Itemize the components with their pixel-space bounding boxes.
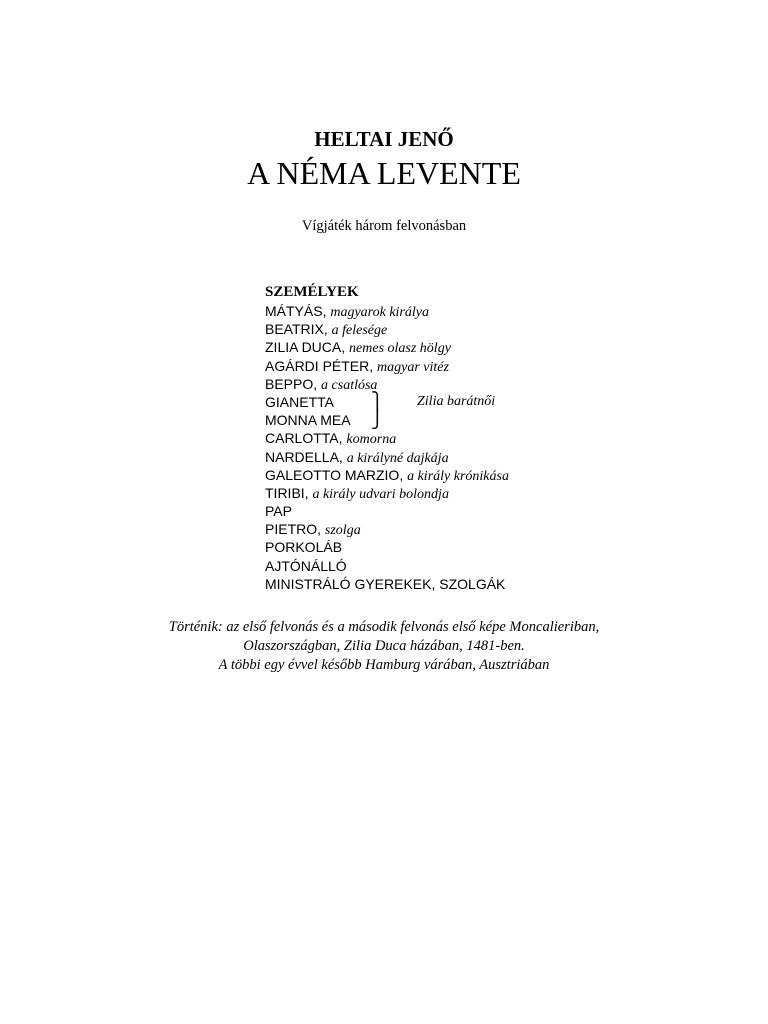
cast-row xyxy=(265,484,685,502)
character-name: AGÁRDI PÉTER, xyxy=(265,357,378,374)
character-role: a király krónikása xyxy=(407,468,509,484)
play-subtitle: Vígjáték három felvonásban xyxy=(301,218,467,234)
character-role: magyarok királya xyxy=(330,305,429,320)
cast-row xyxy=(265,520,685,538)
character-role: magyar vitéz xyxy=(377,359,449,375)
character-name: MÁTYÁS, xyxy=(265,303,331,319)
character-name: CARLOTTA, xyxy=(265,430,347,447)
character-name: GALEOTTO MARZIO, xyxy=(265,466,408,483)
character-name: MINISTRÁLÓ GYEREKEK, SZOLGÁK xyxy=(265,575,506,592)
cast-row xyxy=(265,411,685,429)
cast-row xyxy=(265,575,685,593)
cast-row xyxy=(265,357,685,375)
setting-line: A többi egy évvel később Hamburg várában, Ausztriában xyxy=(218,657,550,673)
character-name: PORKOLÁB xyxy=(265,539,343,556)
character-role: nemes olasz hölgy xyxy=(349,341,451,357)
cast-row xyxy=(265,393,685,411)
character-role: a felesége xyxy=(331,323,388,339)
cast-row xyxy=(265,338,685,356)
cast-row xyxy=(265,557,685,575)
cast-list xyxy=(265,302,685,593)
setting-line: Olaszországban, Zilia Duca házában, 1481-ben. xyxy=(243,638,525,654)
cast-row xyxy=(265,320,685,338)
character-name: BEATRIX, xyxy=(265,321,332,338)
cast-row xyxy=(265,375,685,393)
cast-row xyxy=(265,502,685,520)
character-role: komorna xyxy=(346,432,397,448)
character-name: BEPPO, xyxy=(265,375,322,392)
group-role: Zilia barátnői xyxy=(417,393,496,409)
cast-row xyxy=(265,429,685,447)
character-role: a csatlósa xyxy=(321,377,378,393)
character-name: NARDELLA, xyxy=(265,448,347,465)
setting-note xyxy=(0,618,768,675)
character-name: ZILIA DUCA, xyxy=(265,339,350,356)
character-role: a király udvari bolondja xyxy=(312,486,449,502)
cast-row xyxy=(265,302,685,320)
character-name: PAP xyxy=(265,503,292,520)
group-bracket-top: ⎫ xyxy=(371,391,384,411)
character-name: PIETRO, xyxy=(265,521,325,538)
cast-row xyxy=(265,466,685,484)
character-name: TIRIBI, xyxy=(265,484,313,501)
cast-heading: SZEMÉLYEK xyxy=(265,284,359,300)
setting-line: Történik: az első felvonás és a második felvonás első képe Moncalieriban, xyxy=(168,619,600,635)
author-name: HELTAI JENŐ xyxy=(314,127,454,151)
character-name: AJTÓNÁLLÓ xyxy=(265,557,347,574)
cast-section xyxy=(265,283,685,593)
cast-row xyxy=(265,538,685,556)
group-bracket-bottom: ⎭ xyxy=(371,410,384,430)
character-role: a királyné dajkája xyxy=(346,450,449,466)
play-title: A NÉMA LEVENTE xyxy=(247,155,521,191)
character-name: GIANETTA xyxy=(265,393,334,410)
cast-row xyxy=(265,448,685,466)
character-name: MONNA MEA xyxy=(265,412,351,429)
character-role: szolga xyxy=(324,523,361,539)
